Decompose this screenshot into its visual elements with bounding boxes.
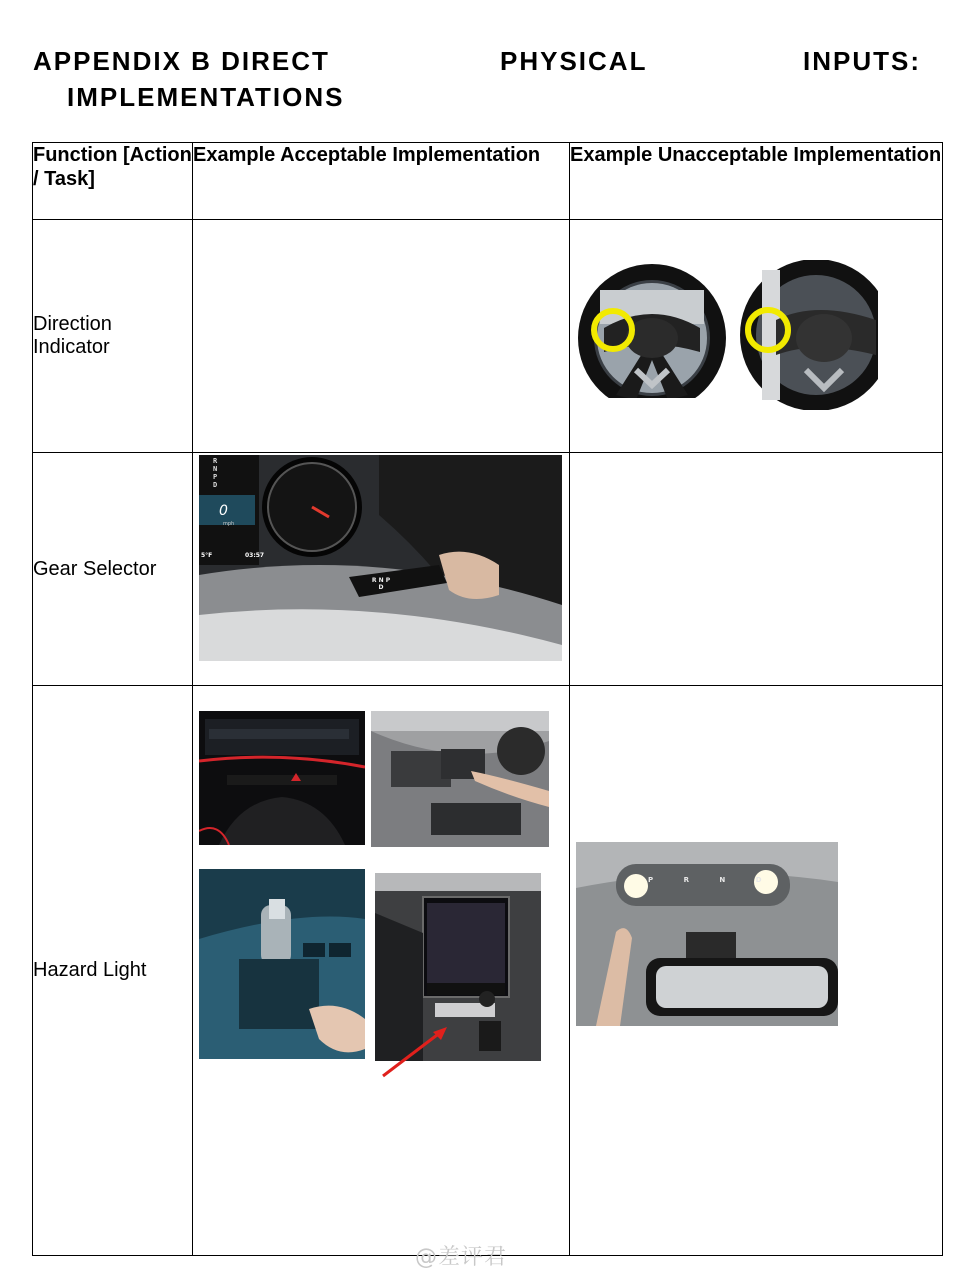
- hazard-photo-red-panel: [199, 711, 365, 845]
- red-arrow-icon: [381, 1024, 451, 1078]
- gear-stalk-photo: [199, 455, 562, 661]
- acceptable-gear-selector-cell: [193, 453, 570, 686]
- header-acceptable: Example Acceptable Implementation: [193, 143, 570, 220]
- header-unacceptable: Example Unacceptable Implementation: [570, 143, 943, 220]
- steering-wheel-photo-1: [576, 260, 728, 405]
- appendix-title-part3: INPUTS:: [803, 46, 921, 76]
- hazard-photo-center-vent: [371, 711, 549, 847]
- steering-wheel-photo-2: [736, 260, 880, 410]
- implementations-table: [32, 142, 943, 1256]
- unacceptable-direction-indicator-cell: [570, 220, 943, 453]
- acceptable-hazard-light-cell: [193, 686, 570, 1256]
- appendix-title-part1: APPENDIX B DIRECT: [33, 46, 330, 76]
- table-row: [33, 220, 943, 453]
- overhead-gear-letters: P R N D: [648, 876, 776, 884]
- cluster-temp: 5°F: [201, 552, 213, 559]
- header-function: Function [Action / Task]: [33, 143, 193, 220]
- appendix-title-part2: PHYSICAL: [500, 46, 648, 76]
- acceptable-direction-indicator-cell: [193, 220, 570, 453]
- table-row: [33, 453, 943, 686]
- cluster-clock: 03:57: [245, 552, 265, 559]
- appendix-title-line2: IMPLEMENTATIONS: [67, 82, 345, 112]
- watermark: @差评君: [415, 1245, 508, 1270]
- cluster-gear-letters: R N P D: [213, 457, 218, 489]
- cluster-speed-unit: mph: [223, 521, 235, 527]
- table-header-row: [33, 143, 943, 220]
- hazard-photo-gear-console: [199, 869, 365, 1059]
- unacceptable-hazard-light-cell: [570, 686, 943, 1256]
- function-direction-indicator: Direction Indicator: [33, 220, 193, 453]
- stalk-gear-letters: R N P D: [371, 577, 391, 591]
- function-hazard-light: Hazard Light: [33, 686, 193, 1256]
- table-row: [33, 686, 943, 1256]
- unacceptable-gear-selector-cell: [570, 453, 943, 686]
- function-gear-selector: Gear Selector: [33, 453, 193, 686]
- overhead-console-photo: [576, 842, 838, 1026]
- cluster-speed: 0: [219, 503, 228, 519]
